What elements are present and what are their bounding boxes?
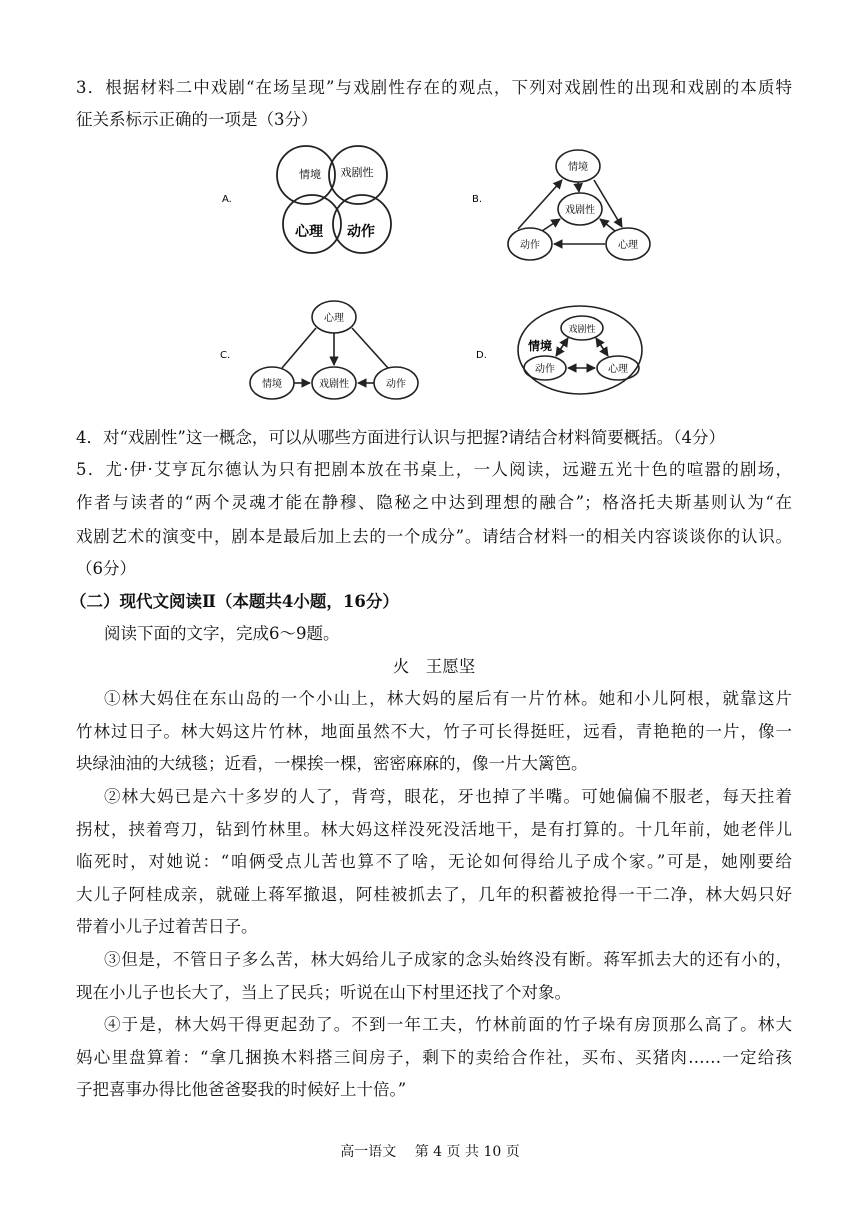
question-5-line-3: 戏剧艺术的演变中，剧本是最后加上去的一个成分”。请结合材料一的相关内容谈谈你的认识。 xyxy=(76,527,792,546)
section-2-instruction: 阅读下面的文字，完成6～9题。 xyxy=(104,624,340,643)
option-b-arrow-left-center xyxy=(542,219,560,231)
option-d-label: D. xyxy=(476,350,487,361)
paragraph-2-line-5: 带着小儿子过着苦日子。 xyxy=(76,917,258,936)
paragraph-1-line-1: ①林大妈住在东山岛的一个小山上，林大妈的屋后有一片竹林。她和小儿阿根，就靠这片 xyxy=(104,689,792,708)
paragraph-2-line-3: 临死时，对她说：“咱俩受点儿苦也算不了啥，无论如何得给儿子成个家。”可是，她刚要给 xyxy=(76,852,792,871)
option-d-text-right: 心理 xyxy=(608,364,628,375)
option-d-text-outer: 情境 xyxy=(527,339,553,353)
question-5-line-4: （6分） xyxy=(76,559,136,578)
paragraph-2-line-2: 拐杖，挟着弯刀，钻到竹林里。林大妈这样没死没活地干，是有打算的。十几年前，她老伴儿 xyxy=(76,820,792,839)
option-c-label: C. xyxy=(220,350,231,361)
option-b-label: B. xyxy=(472,194,483,205)
paragraph-1-line-2: 竹林过日子。林大妈这片竹林，地面虽然不大，竹子可长得挺旺，远看，青艳艳的一片，像一 xyxy=(76,722,792,741)
paragraph-2-line-1: ②林大妈已是六十多岁的人了，背弯，眼花，牙也掉了半嘴。可她偏偏不服老，每天拄着 xyxy=(104,787,792,806)
question-3-line-1: 3．根据材料二中戏剧“在场呈现”与戏剧性存在的观点，下列对戏剧性的出现和戏剧的本质特 xyxy=(76,78,792,97)
option-b-text-right: 心理 xyxy=(618,240,638,251)
option-a-text-3: 心理 xyxy=(295,224,323,240)
option-c-line-top-left xyxy=(282,328,316,368)
option-a-text-4: 动作 xyxy=(347,224,375,240)
paragraph-1-line-3: 块绿油油的大绒毯；近看，一棵挨一棵，密密麻麻的，像一片大篱笆。 xyxy=(76,754,588,773)
option-a-text-1: 情境 xyxy=(299,168,321,181)
option-d-arrow-top-left xyxy=(556,338,568,356)
option-a-text-2: 戏剧性 xyxy=(340,166,374,179)
option-d-arrow-top-right xyxy=(596,338,608,356)
option-b-arrow-right-center xyxy=(600,219,615,231)
paragraph-2-line-4: 大儿子阿桂成亲，就碰上蒋军撤退，阿桂被抓去了，几年的积蓄被抢得一干二净，林大妈只好 xyxy=(76,885,792,904)
option-c-text-center: 戏剧性 xyxy=(319,379,349,390)
paragraph-4-line-1: ④于是，林大妈干得更起劲了。不到一年工夫，竹林前面的竹子垛有房顶那么高了。林大 xyxy=(104,1015,792,1034)
option-c-text-right: 动作 xyxy=(386,379,406,390)
option-b-text-top: 情境 xyxy=(568,162,588,173)
option-a-label: A. xyxy=(222,194,232,205)
story-title: 火 王愿坚 xyxy=(392,657,476,676)
option-b-text-left: 动作 xyxy=(520,240,540,251)
question-3-line-2: 征关系标示正确的一项是（3分） xyxy=(76,110,318,129)
option-c-text-top: 心理 xyxy=(324,313,344,324)
option-c-line-top-right xyxy=(352,328,388,368)
question-5-line-2: 作者与读者的“两个灵魂才能在静穆、隐秘之中达到理想的融合”；格洛托夫斯基则认为“在 xyxy=(76,493,792,512)
options-diagram-figure xyxy=(200,140,660,420)
paragraph-4-line-2: 妈心里盘算着：“拿几捆换木料搭三间房子，剩下的卖给合作社，买布、买猪肉……一定给孩 xyxy=(76,1048,792,1067)
option-d-text-top: 戏剧性 xyxy=(568,325,596,335)
option-d-text-left: 动作 xyxy=(535,364,555,375)
paragraph-3-line-2: 现在小儿子也长大了，当上了民兵；听说在山下村里还找了个对象。 xyxy=(76,983,571,1002)
question-4: 4．对“戏剧性”这一概念，可以从哪些方面进行认识与把握?请结合材料简要概括。（4分） xyxy=(76,428,725,447)
option-b-arrow-top-right xyxy=(594,180,622,227)
option-b-text-center: 戏剧性 xyxy=(565,205,595,216)
page-footer: 高一语文 第 4 页 共 10 页 xyxy=(340,1144,520,1160)
section-2-heading: （二）现代文阅读Ⅱ（本题共4小题，16分） xyxy=(70,592,399,611)
option-c-text-left: 情境 xyxy=(262,379,282,390)
paragraph-3-line-1: ③但是，不管日子多么苦，林大妈给儿子成家的念头始终没有断。蒋军抓去大的还有小的， xyxy=(104,950,792,969)
question-5-line-1: 5．尤·伊·艾亨瓦尔德认为只有把剧本放在书桌上，一人阅读，远避五光十色的喧嚣的剧场， xyxy=(76,460,792,479)
option-b-arrow-top-center xyxy=(578,182,579,192)
paragraph-4-line-3: 子把喜事办得比他爸爸娶我的时候好上十倍。” xyxy=(76,1080,407,1099)
